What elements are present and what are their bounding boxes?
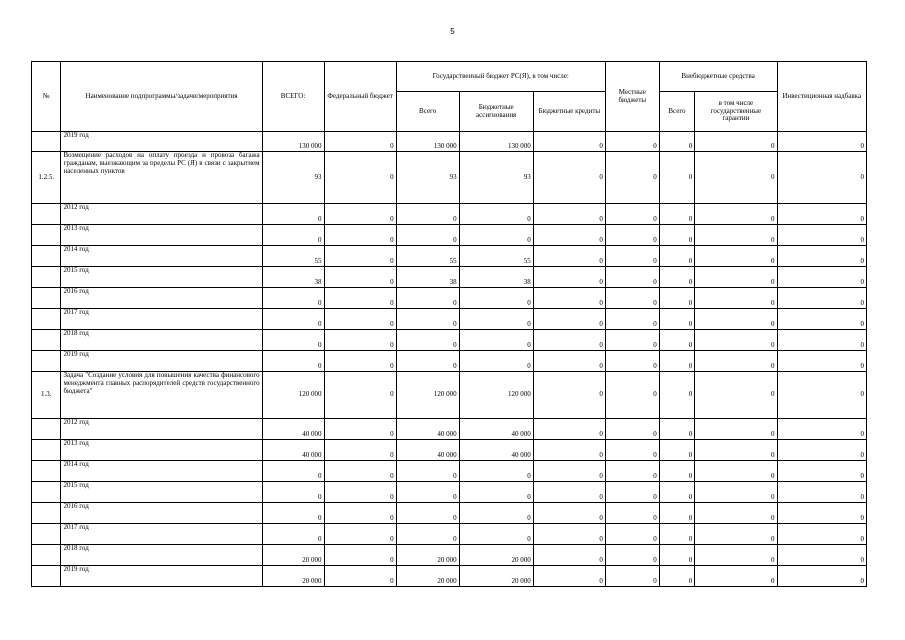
cell-state-credits: 0 bbox=[533, 288, 605, 309]
cell-local: 0 bbox=[605, 225, 659, 246]
cell-state-total: 120 000 bbox=[396, 372, 459, 419]
cell-state-total: 0 bbox=[396, 524, 459, 545]
cell-offbudget-guarantees: 0 bbox=[695, 372, 777, 419]
cell-state-allocations: 40 000 bbox=[459, 440, 533, 461]
cell-state-allocations: 0 bbox=[459, 330, 533, 351]
cell-offbudget-guarantees: 0 bbox=[695, 440, 777, 461]
table-row bbox=[32, 503, 867, 524]
cell-total: 55 bbox=[262, 246, 324, 267]
cell-federal: 0 bbox=[324, 288, 396, 309]
cell-state-total: 0 bbox=[396, 461, 459, 482]
row-number bbox=[32, 288, 61, 309]
cell-state-total: 55 bbox=[396, 246, 459, 267]
cell-offbudget-guarantees: 0 bbox=[695, 152, 777, 204]
row-name: 2016 год bbox=[61, 503, 262, 524]
cell-state-credits: 0 bbox=[533, 419, 605, 440]
cell-federal: 0 bbox=[324, 372, 396, 419]
cell-state-credits: 0 bbox=[533, 152, 605, 204]
cell-state-credits: 0 bbox=[533, 351, 605, 372]
cell-investment: 0 bbox=[777, 461, 866, 482]
header-offbudget-guarantees: в том числе государственные гарантии bbox=[695, 92, 777, 132]
cell-local: 0 bbox=[605, 309, 659, 330]
cell-state-total: 93 bbox=[396, 152, 459, 204]
row-number bbox=[32, 503, 61, 524]
cell-state-total: 20 000 bbox=[396, 545, 459, 566]
cell-investment: 0 bbox=[777, 330, 866, 351]
table-row bbox=[32, 267, 867, 288]
cell-state-credits: 0 bbox=[533, 204, 605, 225]
cell-offbudget-total: 0 bbox=[659, 267, 695, 288]
cell-federal: 0 bbox=[324, 330, 396, 351]
cell-local: 0 bbox=[605, 267, 659, 288]
cell-state-credits: 0 bbox=[533, 440, 605, 461]
cell-investment: 0 bbox=[777, 132, 866, 152]
row-number bbox=[32, 246, 61, 267]
cell-state-total: 0 bbox=[396, 204, 459, 225]
cell-state-total: 0 bbox=[396, 330, 459, 351]
cell-investment: 0 bbox=[777, 419, 866, 440]
cell-local: 0 bbox=[605, 440, 659, 461]
cell-state-credits: 0 bbox=[533, 372, 605, 419]
cell-total: 40 000 bbox=[262, 440, 324, 461]
cell-total: 40 000 bbox=[262, 419, 324, 440]
cell-state-allocations: 0 bbox=[459, 461, 533, 482]
cell-investment: 0 bbox=[777, 204, 866, 225]
cell-offbudget-guarantees: 0 bbox=[695, 288, 777, 309]
cell-state-total: 20 000 bbox=[396, 566, 459, 587]
table-row bbox=[32, 545, 867, 566]
table-row bbox=[32, 288, 867, 309]
cell-federal: 0 bbox=[324, 309, 396, 330]
cell-local: 0 bbox=[605, 132, 659, 152]
row-name: 2017 год bbox=[61, 309, 262, 330]
cell-total: 0 bbox=[262, 524, 324, 545]
cell-total: 0 bbox=[262, 503, 324, 524]
cell-state-allocations: 0 bbox=[459, 482, 533, 503]
table-row bbox=[32, 524, 867, 545]
header-offbudget-funds: Внебюджетные средства bbox=[659, 62, 777, 92]
cell-offbudget-total: 0 bbox=[659, 461, 695, 482]
cell-federal: 0 bbox=[324, 267, 396, 288]
cell-investment: 0 bbox=[777, 503, 866, 524]
row-number bbox=[32, 461, 61, 482]
cell-offbudget-guarantees: 0 bbox=[695, 503, 777, 524]
row-name: 2015 год bbox=[61, 482, 262, 503]
cell-offbudget-total: 0 bbox=[659, 132, 695, 152]
row-number: 1.2.5. bbox=[32, 152, 61, 204]
cell-local: 0 bbox=[605, 330, 659, 351]
cell-state-credits: 0 bbox=[533, 267, 605, 288]
row-number bbox=[32, 330, 61, 351]
cell-state-total: 40 000 bbox=[396, 440, 459, 461]
cell-offbudget-total: 0 bbox=[659, 524, 695, 545]
cell-local: 0 bbox=[605, 461, 659, 482]
cell-offbudget-guarantees: 0 bbox=[695, 461, 777, 482]
cell-total: 0 bbox=[262, 351, 324, 372]
header-state-total: Всего bbox=[396, 92, 459, 132]
cell-offbudget-total: 0 bbox=[659, 330, 695, 351]
cell-offbudget-guarantees: 0 bbox=[695, 524, 777, 545]
cell-local: 0 bbox=[605, 419, 659, 440]
cell-local: 0 bbox=[605, 566, 659, 587]
cell-local: 0 bbox=[605, 351, 659, 372]
cell-state-allocations: 40 000 bbox=[459, 419, 533, 440]
table-row bbox=[32, 152, 867, 204]
cell-offbudget-guarantees: 0 bbox=[695, 351, 777, 372]
cell-total: 0 bbox=[262, 225, 324, 246]
cell-total: 20 000 bbox=[262, 566, 324, 587]
budget-table bbox=[31, 61, 867, 587]
table-row bbox=[32, 461, 867, 482]
cell-local: 0 bbox=[605, 204, 659, 225]
cell-federal: 0 bbox=[324, 351, 396, 372]
table-row bbox=[32, 419, 867, 440]
cell-federal: 0 bbox=[324, 152, 396, 204]
cell-local: 0 bbox=[605, 545, 659, 566]
cell-offbudget-total: 0 bbox=[659, 566, 695, 587]
cell-offbudget-total: 0 bbox=[659, 246, 695, 267]
table-row bbox=[32, 351, 867, 372]
cell-offbudget-total: 0 bbox=[659, 204, 695, 225]
row-name: 2017 год bbox=[61, 524, 262, 545]
cell-offbudget-guarantees: 0 bbox=[695, 246, 777, 267]
row-name: 2013 год bbox=[61, 440, 262, 461]
cell-offbudget-total: 0 bbox=[659, 152, 695, 204]
row-name: Задача "Создание условия для повышения качества финансового менеджмента главных распорядителей средств государственного бюджета" bbox=[61, 372, 262, 419]
row-number bbox=[32, 225, 61, 246]
cell-investment: 0 bbox=[777, 246, 866, 267]
row-name: 2012 год bbox=[61, 419, 262, 440]
header-name: Наименование подпрограммы/задачи/мероприятия bbox=[61, 62, 262, 132]
cell-state-credits: 0 bbox=[533, 503, 605, 524]
table-row bbox=[32, 246, 867, 267]
cell-state-allocations: 0 bbox=[459, 351, 533, 372]
row-name: 2016 год bbox=[61, 288, 262, 309]
table-row bbox=[32, 309, 867, 330]
row-name: 2014 год bbox=[61, 246, 262, 267]
cell-state-allocations: 93 bbox=[459, 152, 533, 204]
cell-state-credits: 0 bbox=[533, 225, 605, 246]
cell-state-total: 0 bbox=[396, 351, 459, 372]
cell-offbudget-total: 0 bbox=[659, 288, 695, 309]
row-number bbox=[32, 524, 61, 545]
cell-state-credits: 0 bbox=[533, 545, 605, 566]
row-name: 2015 год bbox=[61, 267, 262, 288]
cell-investment: 0 bbox=[777, 351, 866, 372]
cell-investment: 0 bbox=[777, 372, 866, 419]
cell-offbudget-total: 0 bbox=[659, 309, 695, 330]
cell-investment: 0 bbox=[777, 288, 866, 309]
row-number bbox=[32, 566, 61, 587]
cell-offbudget-guarantees: 0 bbox=[695, 267, 777, 288]
cell-total: 20 000 bbox=[262, 545, 324, 566]
cell-total: 0 bbox=[262, 461, 324, 482]
cell-state-credits: 0 bbox=[533, 132, 605, 152]
cell-offbudget-guarantees: 0 bbox=[695, 482, 777, 503]
cell-total: 0 bbox=[262, 482, 324, 503]
cell-offbudget-guarantees: 0 bbox=[695, 225, 777, 246]
header-local-budgets: Местные бюджеты bbox=[605, 62, 659, 132]
cell-state-allocations: 120 000 bbox=[459, 372, 533, 419]
header-investment-premium: Инвестиционная надбавка bbox=[777, 62, 866, 132]
cell-investment: 0 bbox=[777, 225, 866, 246]
cell-state-allocations: 0 bbox=[459, 524, 533, 545]
row-name: 2018 год bbox=[61, 545, 262, 566]
cell-offbudget-total: 0 bbox=[659, 482, 695, 503]
cell-federal: 0 bbox=[324, 482, 396, 503]
cell-total: 38 bbox=[262, 267, 324, 288]
cell-state-credits: 0 bbox=[533, 330, 605, 351]
cell-investment: 0 bbox=[777, 309, 866, 330]
cell-offbudget-guarantees: 0 bbox=[695, 309, 777, 330]
table-row bbox=[32, 440, 867, 461]
cell-offbudget-total: 0 bbox=[659, 372, 695, 419]
cell-state-allocations: 20 000 bbox=[459, 566, 533, 587]
cell-offbudget-guarantees: 0 bbox=[695, 204, 777, 225]
cell-federal: 0 bbox=[324, 461, 396, 482]
row-number bbox=[32, 440, 61, 461]
row-number bbox=[32, 482, 61, 503]
cell-state-total: 40 000 bbox=[396, 419, 459, 440]
cell-local: 0 bbox=[605, 152, 659, 204]
header-state-budget: Государственный бюджет РС(Я), в том числе: bbox=[396, 62, 605, 92]
cell-state-total: 130 000 bbox=[396, 132, 459, 152]
row-name: 2014 год bbox=[61, 461, 262, 482]
cell-state-allocations: 0 bbox=[459, 503, 533, 524]
table-row bbox=[32, 566, 867, 587]
row-name: 2018 год bbox=[61, 330, 262, 351]
header-offbudget-total: Всего bbox=[659, 92, 695, 132]
cell-offbudget-guarantees: 0 bbox=[695, 545, 777, 566]
cell-federal: 0 bbox=[324, 503, 396, 524]
cell-federal: 0 bbox=[324, 566, 396, 587]
cell-local: 0 bbox=[605, 246, 659, 267]
cell-state-allocations: 130 000 bbox=[459, 132, 533, 152]
cell-state-allocations: 20 000 bbox=[459, 545, 533, 566]
header-total: ВСЕГО: bbox=[262, 62, 324, 132]
cell-offbudget-guarantees: 0 bbox=[695, 566, 777, 587]
table-row bbox=[32, 330, 867, 351]
cell-state-total: 0 bbox=[396, 503, 459, 524]
row-number bbox=[32, 132, 61, 152]
row-number bbox=[32, 204, 61, 225]
cell-local: 0 bbox=[605, 288, 659, 309]
cell-state-credits: 0 bbox=[533, 246, 605, 267]
cell-state-allocations: 0 bbox=[459, 288, 533, 309]
table-row bbox=[32, 132, 867, 152]
cell-state-total: 38 bbox=[396, 267, 459, 288]
cell-state-total: 0 bbox=[396, 225, 459, 246]
cell-state-credits: 0 bbox=[533, 566, 605, 587]
cell-offbudget-guarantees: 0 bbox=[695, 132, 777, 152]
cell-federal: 0 bbox=[324, 524, 396, 545]
cell-investment: 0 bbox=[777, 482, 866, 503]
header-state-allocations: Бюджетные ассигнования bbox=[459, 92, 533, 132]
cell-state-allocations: 38 bbox=[459, 267, 533, 288]
cell-offbudget-guarantees: 0 bbox=[695, 419, 777, 440]
cell-state-allocations: 0 bbox=[459, 204, 533, 225]
cell-federal: 0 bbox=[324, 440, 396, 461]
cell-offbudget-total: 0 bbox=[659, 545, 695, 566]
cell-offbudget-guarantees: 0 bbox=[695, 330, 777, 351]
cell-investment: 0 bbox=[777, 545, 866, 566]
cell-state-allocations: 0 bbox=[459, 225, 533, 246]
cell-state-total: 0 bbox=[396, 288, 459, 309]
row-number bbox=[32, 419, 61, 440]
cell-federal: 0 bbox=[324, 419, 396, 440]
row-number bbox=[32, 309, 61, 330]
header-state-credits: Бюджетные кредиты bbox=[533, 92, 605, 132]
cell-federal: 0 bbox=[324, 246, 396, 267]
cell-federal: 0 bbox=[324, 225, 396, 246]
page-number: 5 bbox=[450, 27, 455, 36]
row-name: 2012 год bbox=[61, 204, 262, 225]
row-name: 2019 год bbox=[61, 351, 262, 372]
cell-total: 0 bbox=[262, 309, 324, 330]
cell-offbudget-total: 0 bbox=[659, 351, 695, 372]
cell-state-allocations: 55 bbox=[459, 246, 533, 267]
cell-investment: 0 bbox=[777, 566, 866, 587]
cell-total: 0 bbox=[262, 204, 324, 225]
row-name: 2013 год bbox=[61, 225, 262, 246]
cell-investment: 0 bbox=[777, 440, 866, 461]
cell-investment: 0 bbox=[777, 267, 866, 288]
cell-state-allocations: 0 bbox=[459, 309, 533, 330]
cell-total: 130 000 bbox=[262, 132, 324, 152]
cell-state-credits: 0 bbox=[533, 524, 605, 545]
header-number: № bbox=[32, 62, 61, 132]
cell-state-total: 0 bbox=[396, 482, 459, 503]
table-row bbox=[32, 482, 867, 503]
cell-investment: 0 bbox=[777, 152, 866, 204]
table-row bbox=[32, 225, 867, 246]
cell-federal: 0 bbox=[324, 132, 396, 152]
row-number bbox=[32, 351, 61, 372]
cell-state-credits: 0 bbox=[533, 461, 605, 482]
cell-local: 0 bbox=[605, 503, 659, 524]
cell-offbudget-total: 0 bbox=[659, 419, 695, 440]
cell-investment: 0 bbox=[777, 524, 866, 545]
cell-total: 0 bbox=[262, 330, 324, 351]
cell-total: 120 000 bbox=[262, 372, 324, 419]
row-name: 2019 год bbox=[61, 566, 262, 587]
cell-local: 0 bbox=[605, 482, 659, 503]
row-number bbox=[32, 545, 61, 566]
row-name: Возмещение расходов на оплату проезда и провоза багажа гражданам, выезжающим за пределы РС (Я) в связи с закрытием населенных пунктов bbox=[61, 152, 262, 204]
cell-state-total: 0 bbox=[396, 309, 459, 330]
cell-total: 0 bbox=[262, 288, 324, 309]
row-number bbox=[32, 267, 61, 288]
row-name: 2019 год bbox=[61, 132, 262, 152]
cell-state-credits: 0 bbox=[533, 482, 605, 503]
header-federal-budget: Федеральный бюджет bbox=[324, 62, 396, 132]
row-number: 1.3. bbox=[32, 372, 61, 419]
cell-offbudget-total: 0 bbox=[659, 225, 695, 246]
cell-offbudget-total: 0 bbox=[659, 503, 695, 524]
table-row bbox=[32, 372, 867, 419]
cell-offbudget-total: 0 bbox=[659, 440, 695, 461]
cell-state-credits: 0 bbox=[533, 309, 605, 330]
cell-federal: 0 bbox=[324, 204, 396, 225]
cell-federal: 0 bbox=[324, 545, 396, 566]
cell-local: 0 bbox=[605, 372, 659, 419]
table-row bbox=[32, 204, 867, 225]
cell-local: 0 bbox=[605, 524, 659, 545]
cell-total: 93 bbox=[262, 152, 324, 204]
